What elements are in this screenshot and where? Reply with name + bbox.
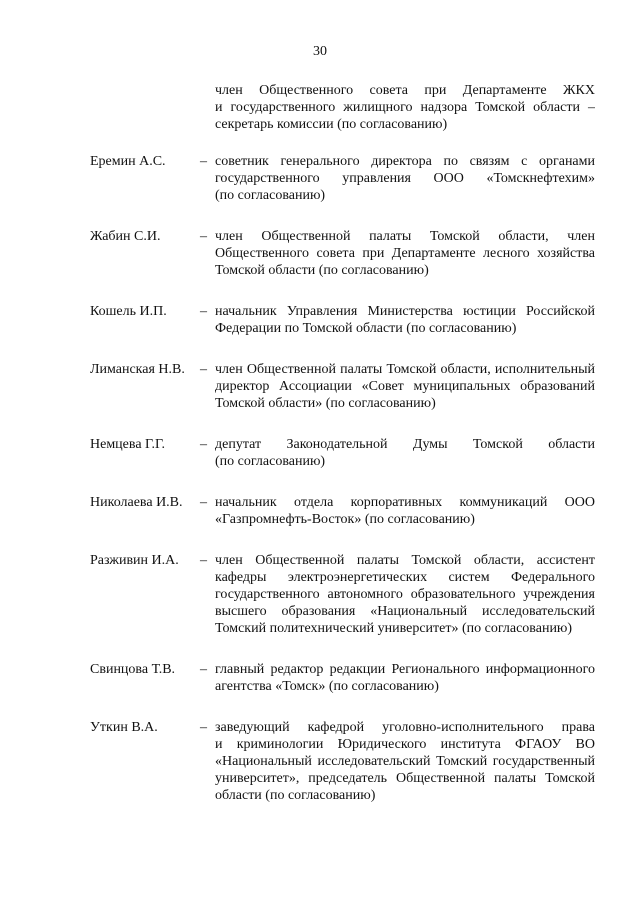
description-line: «Газпромнефть-Восток» (по согласованию) xyxy=(215,512,475,527)
member-dash: – xyxy=(200,437,207,452)
description-line: государственного управления ООО «Томскнефтехим» xyxy=(215,171,595,186)
member-name: Немцева Г.Г. xyxy=(90,437,166,452)
description-line: Томской области» (по согласованию) xyxy=(215,396,436,411)
member-name: Жабин С.И. xyxy=(90,229,161,244)
description-line: член Общественной палаты Томской области, член xyxy=(215,229,595,244)
member-name: Уткин В.А. xyxy=(90,720,158,735)
member-list xyxy=(0,82,640,828)
member-dash: – xyxy=(200,553,207,568)
description-line: агентства «Томск» (по согласованию) xyxy=(215,679,439,694)
description-line: начальник Управления Министерства юстиции Российской xyxy=(215,304,595,319)
member-description xyxy=(215,436,595,470)
description-line: области (по согласованию) xyxy=(215,788,376,803)
description-line: директор Ассоциации «Совет муниципальных образований xyxy=(215,379,595,394)
member-name: Николаева И.В. xyxy=(90,495,183,510)
description-line: советник генерального директора по связям с органами xyxy=(215,154,595,169)
description-line: (по согласованию) xyxy=(215,454,326,469)
description-line: главный редактор редакции Регионального информационного xyxy=(215,662,595,677)
page-number: 30 xyxy=(313,44,327,59)
member-name: Свинцова Т.В. xyxy=(90,662,176,677)
description-line: и криминологии Юридического института ФГАОУ ВО xyxy=(215,737,595,752)
description-line: университет», председатель Общественной палаты Томской xyxy=(215,771,595,786)
member-dash: – xyxy=(200,304,207,319)
member-entry xyxy=(0,661,640,695)
member-entry xyxy=(0,436,640,470)
member-entry xyxy=(0,361,640,412)
member-name: Лиманская Н.В. xyxy=(90,362,185,377)
member-description xyxy=(215,228,595,279)
member-dash: – xyxy=(200,720,207,735)
description-line: Общественного совета при Департаменте лесного хозяйства xyxy=(215,246,595,261)
member-entry xyxy=(0,552,640,637)
description-line: государственного автономного образовательного учреждения xyxy=(215,587,595,602)
member-dash: – xyxy=(200,495,207,510)
description-line: член Общественной палаты Томской области, исполнительный xyxy=(215,362,595,377)
description-line: депутат Законодательной Думы Томской области xyxy=(215,437,595,452)
description-line: кафедры электроэнергетических систем Федерального xyxy=(215,570,595,585)
description-line: Томский политехнический университет» (по согласованию) xyxy=(215,621,573,636)
member-description xyxy=(215,552,595,637)
description-line: «Национальный исследовательский Томский государственный xyxy=(215,754,595,769)
member-description xyxy=(215,153,595,204)
member-description xyxy=(215,661,595,695)
member-dash: – xyxy=(200,154,207,169)
member-entry xyxy=(0,228,640,279)
description-line: и государственного жилищного надзора Томской области – xyxy=(215,100,595,115)
description-line: член Общественного совета при Департаменте ЖКХ xyxy=(215,83,595,98)
member-dash: – xyxy=(200,229,207,244)
member-name: Разживин И.А. xyxy=(90,553,179,568)
description-line: член Общественной палаты Томской области, ассистент xyxy=(215,553,595,568)
description-line: Томской области (по согласованию) xyxy=(215,263,429,278)
description-line: высшего образования «Национальный исследовательский xyxy=(215,604,595,619)
member-dash: – xyxy=(200,662,207,677)
member-dash: – xyxy=(200,362,207,377)
description-line: секретарь комиссии (по согласованию) xyxy=(215,117,448,132)
member-entry xyxy=(0,153,640,204)
description-line: начальник отдела корпоративных коммуникаций ООО xyxy=(215,495,595,510)
member-name: Еремин А.С. xyxy=(90,154,166,169)
description-line: Федерации по Томской области (по согласованию) xyxy=(215,321,517,336)
member-description xyxy=(215,361,595,412)
description-line: (по согласованию) xyxy=(215,188,326,203)
member-description xyxy=(215,303,595,337)
member-description xyxy=(215,719,595,804)
member-description xyxy=(215,494,595,528)
member-entry xyxy=(0,494,640,528)
member-entry-continued xyxy=(0,82,640,133)
member-description xyxy=(215,82,595,133)
member-entry xyxy=(0,303,640,337)
member-name: Кошель И.П. xyxy=(90,304,167,319)
member-entry xyxy=(0,719,640,804)
description-line: заведующий кафедрой уголовно-исполнительного права xyxy=(215,720,595,735)
